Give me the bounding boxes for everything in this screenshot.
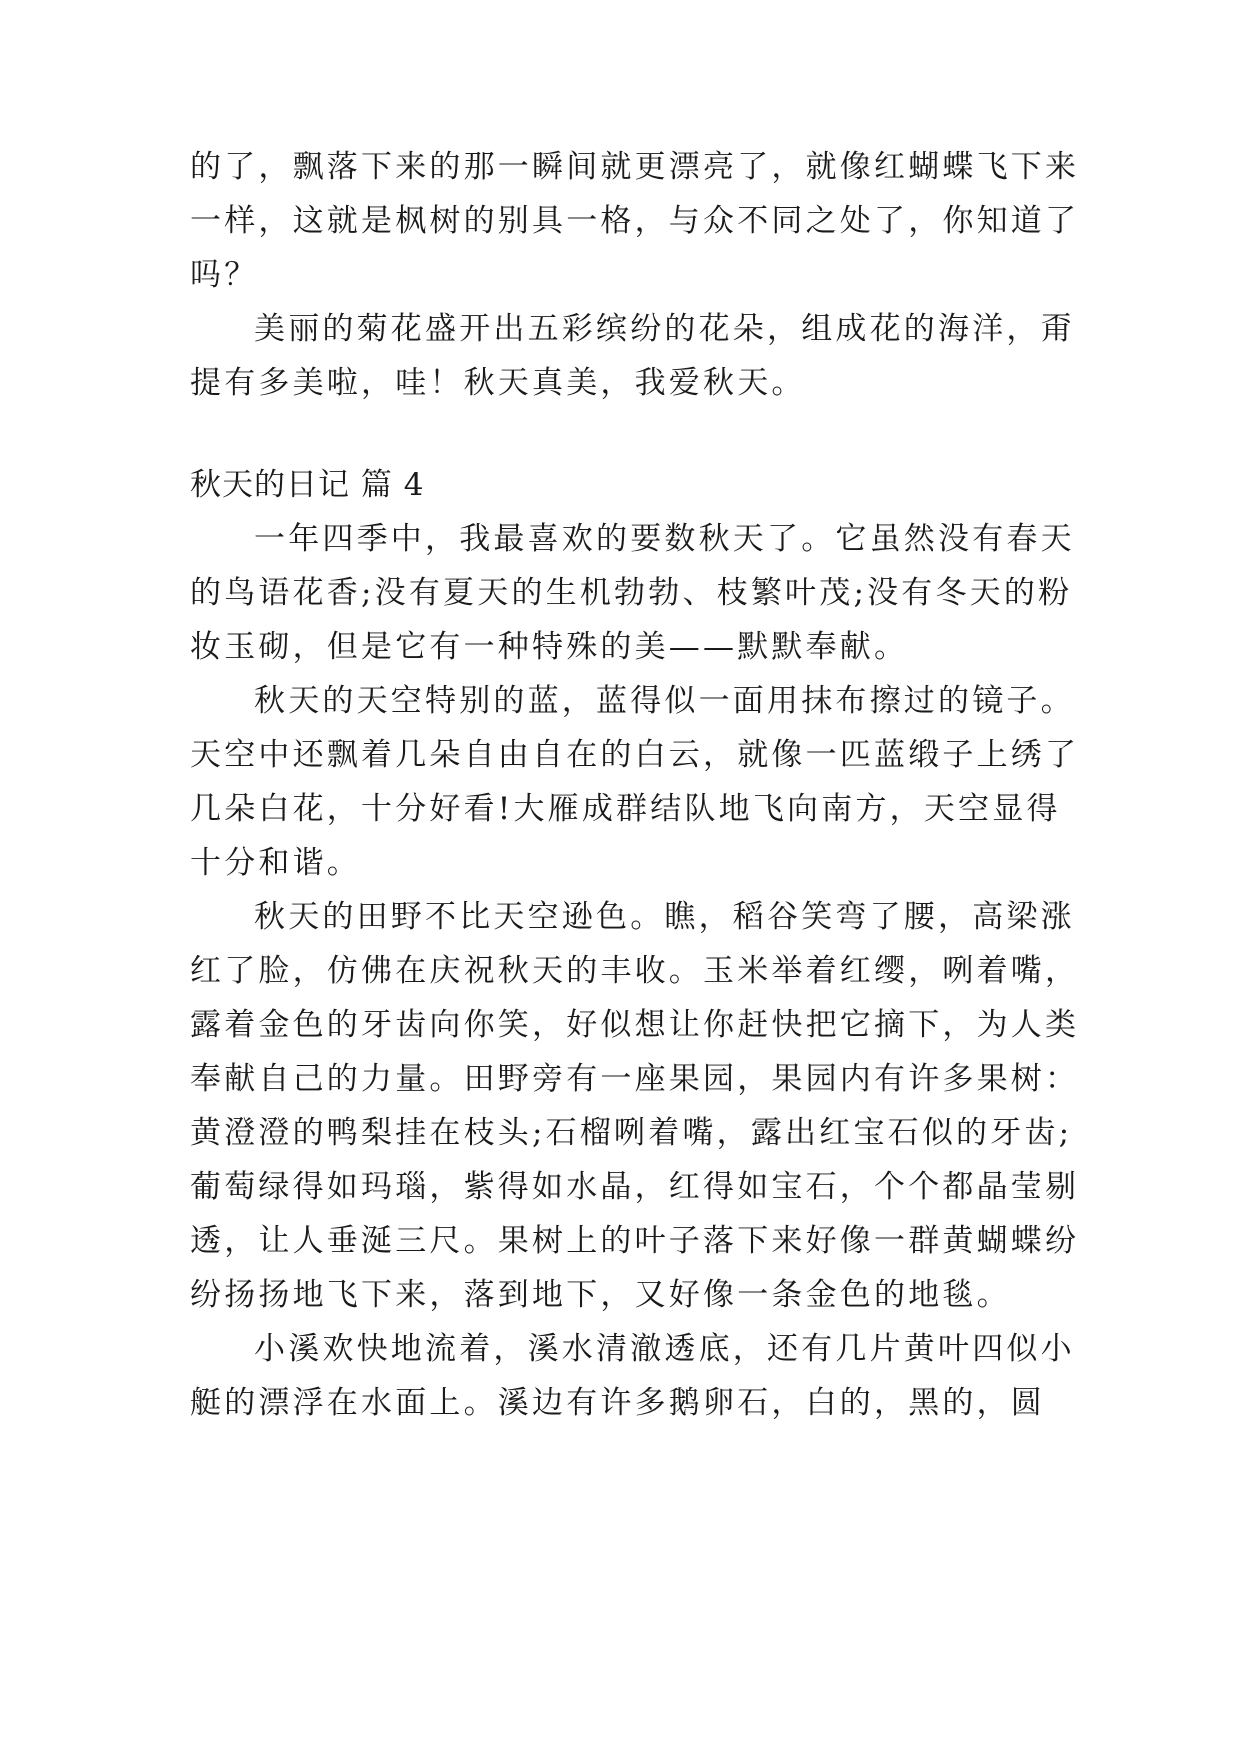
text-line: 红了脸，仿佛在庆祝秋天的丰收。玉米举着红缨，咧着嘴，: [190, 953, 1080, 989]
text-line: 艇的漂浮在水面上。溪边有许多鹅卵石，白的，黑的，圆: [190, 1385, 1045, 1421]
text-line: 奉献自己的力量。田野旁有一座果园，果园内有许多果树：: [190, 1061, 1080, 1097]
text-line: 美丽的菊花盛开出五彩缤纷的花朵，组成花的海洋，甭: [254, 311, 1075, 347]
text-line: 一年四季中，我最喜欢的要数秋天了。它虽然没有春天: [254, 521, 1075, 557]
text-line: 露着金色的牙齿向你笑，好似想让你赶快把它摘下，为人类: [190, 1007, 1080, 1043]
text-line: 吗？: [190, 257, 259, 293]
text-line: 妆玉砌，但是它有一种特殊的美——默默奉献。: [190, 629, 909, 665]
text-line: 葡萄绿得如玛瑙，紫得如水晶，红得如宝石，个个都晶莹剔: [190, 1169, 1080, 1205]
text-line: 秋天的天空特别的蓝，蓝得似一面用抹布擦过的镜子。: [254, 683, 1075, 719]
text-line: 一样，这就是枫树的别具一格，与众不同之处了，你知道了: [190, 203, 1080, 239]
text-line: 黄澄澄的鸭梨挂在枝头;石榴咧着嘴，露出红宝石似的牙齿;: [190, 1115, 1073, 1151]
text-line: 透，让人垂涎三尺。果树上的叶子落下来好像一群黄蝴蝶纷: [190, 1223, 1080, 1259]
text-line: 纷扬扬地飞下来，落到地下，又好像一条金色的地毯。: [190, 1277, 1011, 1313]
text-line: 十分和谐。: [190, 845, 361, 881]
text-line: 几朵白花，十分好看!大雁成群结队地飞向南方，天空显得: [190, 791, 1061, 827]
text-line: 的鸟语花香;没有夏天的生机勃勃、枝繁叶茂;没有冬天的粉: [190, 575, 1073, 611]
text-line: 小溪欢快地流着，溪水清澈透底，还有几片黄叶四似小: [254, 1331, 1075, 1367]
text-line: 天空中还飘着几朵自由自在的白云，就像一匹蓝缎子上绣了: [190, 737, 1080, 773]
text-line: 提有多美啦，哇！秋天真美，我爱秋天。: [190, 365, 806, 401]
text-line: 秋天的田野不比天空逊色。瞧，稻谷笑弯了腰，高梁涨: [254, 899, 1075, 935]
section-title: 秋天的日记 篇 4: [190, 467, 425, 503]
text-line: 的了，飘落下来的那一瞬间就更漂亮了，就像红蝴蝶飞下来: [190, 149, 1080, 185]
